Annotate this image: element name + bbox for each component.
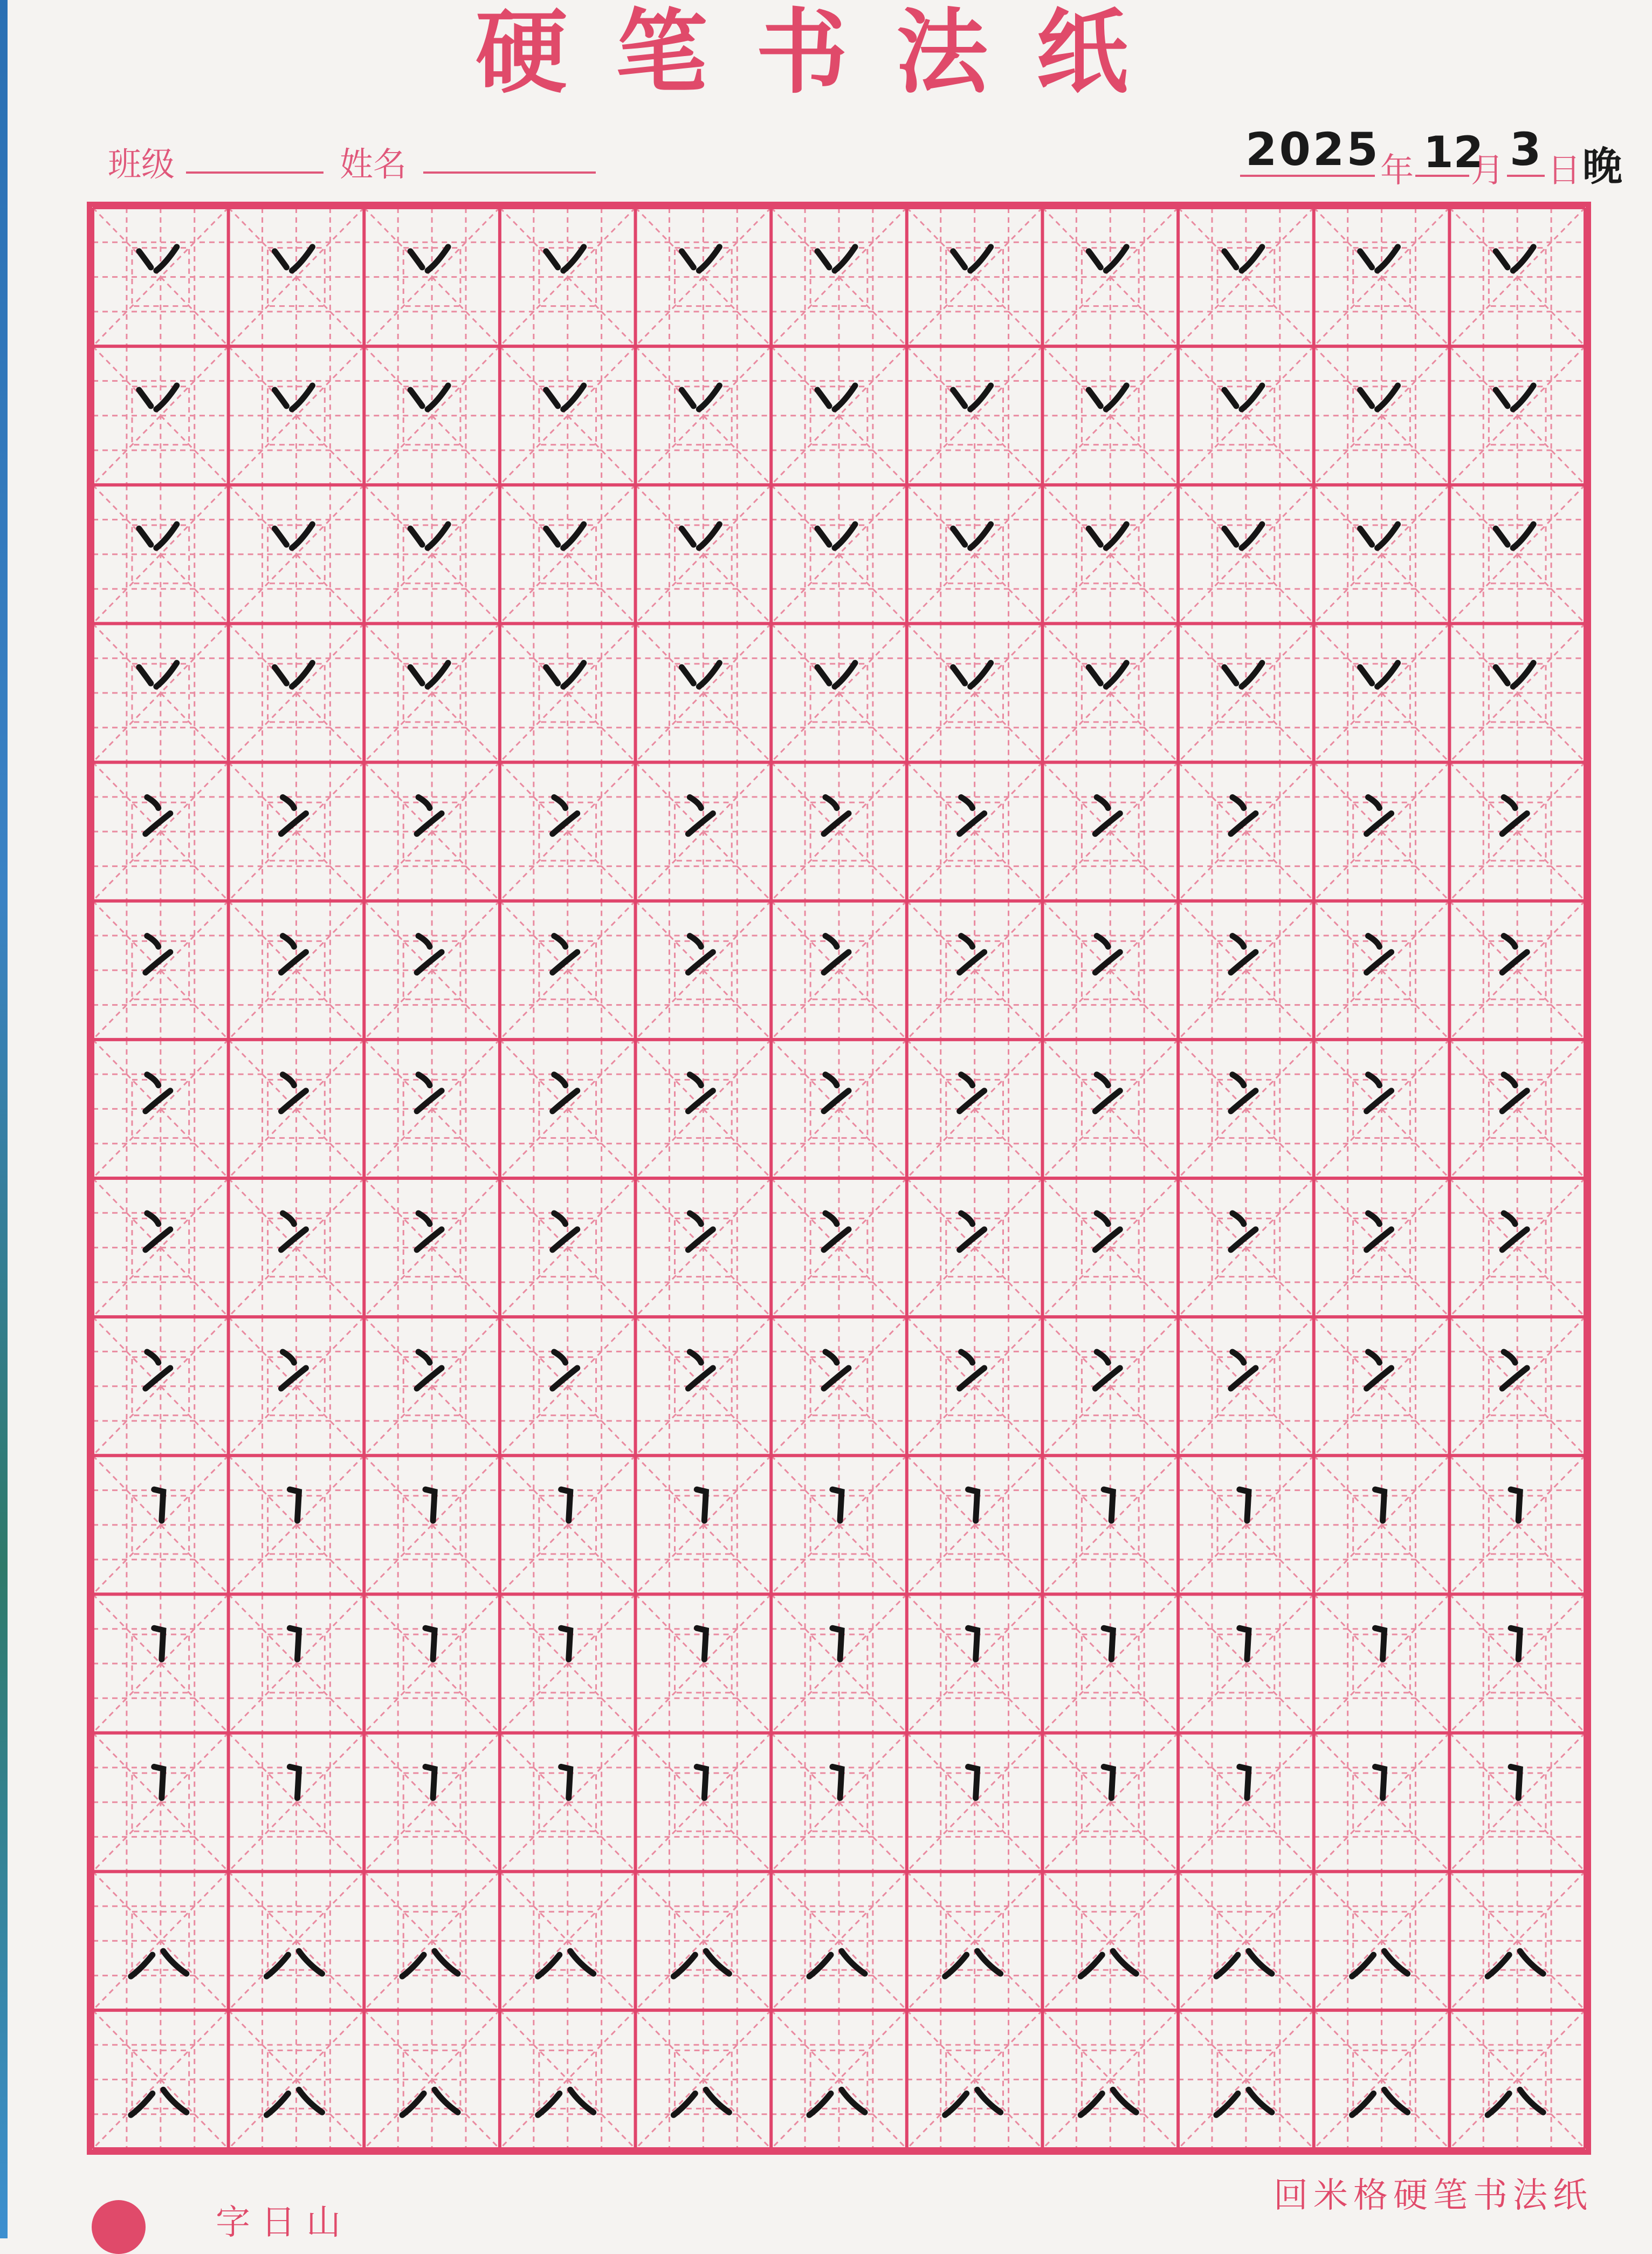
brush-stroke-dot <box>1368 1352 1380 1363</box>
brush-stroke-pie <box>1242 386 1262 409</box>
brush-stroke-ti <box>1231 813 1256 834</box>
brush-stroke-dot <box>953 667 965 683</box>
brush-stroke-shu <box>968 1767 978 1798</box>
brush-stroke-pie <box>428 524 448 548</box>
brush-stroke-dot <box>1360 528 1372 545</box>
brush-stroke-dot <box>682 390 693 406</box>
brush-stroke-dot <box>283 1075 294 1085</box>
paper-name: 回米格硬笔书法纸 <box>1274 2176 1593 2216</box>
brush-stroke-shu <box>1240 1628 1249 1659</box>
brush-stroke-dot <box>418 797 430 808</box>
brush-stroke-dot <box>274 528 286 545</box>
brush-stroke-pie <box>699 663 719 686</box>
brush-stroke-dot <box>1097 1213 1108 1224</box>
brush-stroke-ti <box>146 1229 170 1250</box>
brush-stroke-dot <box>825 1075 837 1085</box>
brush-stroke-dot <box>1097 936 1108 947</box>
brush-stroke-dot <box>1504 1352 1515 1363</box>
brush-stroke-dot <box>1233 1075 1244 1085</box>
brush-stroke-ti <box>1095 1091 1120 1111</box>
brush-stroke-shu <box>1240 1489 1249 1521</box>
brush-stroke-dot <box>554 797 566 808</box>
brush-stroke-dot <box>1224 251 1236 267</box>
brush-stroke-pie <box>1216 2093 1238 2115</box>
brush-stroke-ti <box>824 1091 849 1111</box>
brush-stroke-ti <box>281 1091 306 1111</box>
brush-stroke-shu <box>561 1628 570 1659</box>
brush-stroke-dot <box>147 936 159 947</box>
brush-stroke-dot <box>418 1352 430 1363</box>
day-label: 日 <box>1547 150 1581 190</box>
brush-stroke-pie <box>428 247 448 271</box>
brush-stroke-pie <box>673 1955 695 1976</box>
brush-stroke-ti <box>1367 952 1392 973</box>
brush-stroke-dot <box>682 528 693 545</box>
brush-stroke-ti <box>960 1091 985 1111</box>
brush-stroke-pie <box>1378 663 1398 686</box>
brush-stroke-pie <box>266 2093 288 2115</box>
brush-stroke-dot <box>1496 251 1508 267</box>
brush-stroke-pie <box>156 524 177 548</box>
brush-stroke-pie <box>1488 2093 1509 2115</box>
brush-stroke-pie <box>945 2093 967 2115</box>
brush-stroke-dot <box>1224 667 1236 683</box>
brush-stroke-shu <box>1511 1628 1520 1659</box>
brush-stroke-pie <box>402 1955 424 1976</box>
brush-stroke-ti <box>688 1368 713 1389</box>
brush-stroke-dot <box>274 251 286 267</box>
brush-stroke-ti <box>688 1229 713 1250</box>
brush-stroke-shu <box>1104 1767 1113 1798</box>
brush-stroke-dot <box>817 667 829 683</box>
brush-stroke-dot <box>1496 528 1508 545</box>
brush-stroke-dot <box>1360 390 1372 406</box>
brush-stroke-pie <box>1106 663 1126 686</box>
brush-stroke-dot <box>410 667 422 683</box>
brush-stroke-shu <box>290 1767 299 1798</box>
brush-stroke-ti <box>960 1229 985 1250</box>
brush-stroke-pie <box>1106 386 1126 409</box>
brush-stroke-ti <box>688 952 713 973</box>
brush-stroke-ti <box>824 813 849 834</box>
brush-stroke-dot <box>690 1213 701 1224</box>
brush-stroke-dot <box>825 936 837 947</box>
brush-stroke-ti <box>146 1091 170 1111</box>
brush-stroke-pie <box>699 247 719 271</box>
brand-logo-icon <box>92 2200 146 2254</box>
brush-stroke-pie <box>563 386 584 409</box>
date-time: 晚 <box>1582 143 1622 190</box>
brush-stroke-ti <box>553 1368 577 1389</box>
brush-stroke-ti <box>281 1368 306 1389</box>
brush-stroke-ti <box>1367 1368 1392 1389</box>
brush-stroke-dot <box>283 797 294 808</box>
date-year: 2025 <box>1245 123 1380 176</box>
brush-stroke-dot <box>546 251 558 267</box>
brush-stroke-dot <box>825 1352 837 1363</box>
brush-stroke-dot <box>418 1213 430 1224</box>
brush-stroke-dot <box>283 1213 294 1224</box>
brush-stroke-pie <box>970 663 991 686</box>
brush-stroke-dot <box>1368 797 1380 808</box>
brush-stroke-dot <box>139 390 151 406</box>
brush-stroke-ti <box>1502 1368 1527 1389</box>
brush-stroke-pie <box>266 1955 288 1976</box>
brush-stroke-dot <box>817 390 829 406</box>
brush-stroke-ti <box>1095 813 1120 834</box>
date-month: 12 <box>1423 127 1484 177</box>
brush-stroke-dot <box>682 667 693 683</box>
brush-stroke-dot <box>1089 528 1100 545</box>
brush-stroke-pie <box>699 524 719 548</box>
brush-stroke-dot <box>1224 528 1236 545</box>
class-label: 班级 <box>108 145 175 184</box>
brush-stroke-shu <box>1511 1489 1520 1521</box>
brush-stroke-ti <box>1367 1091 1392 1111</box>
brush-stroke-dot <box>274 390 286 406</box>
brush-stroke-ti <box>1502 813 1527 834</box>
month-label: 月 <box>1471 150 1505 190</box>
brush-stroke-dot <box>1089 667 1100 683</box>
brush-stroke-dot <box>961 1352 973 1363</box>
brush-stroke-ti <box>553 1229 577 1250</box>
brush-stroke-dot <box>1368 936 1380 947</box>
brush-stroke-shu <box>154 1767 163 1798</box>
brush-stroke-shu <box>697 1489 706 1521</box>
brush-stroke-dot <box>1360 251 1372 267</box>
brush-stroke-dot <box>1504 936 1515 947</box>
brush-stroke-pie <box>563 247 584 271</box>
brush-stroke-pie <box>1352 1955 1374 1976</box>
brush-stroke-ti <box>281 1229 306 1250</box>
brush-stroke-dot <box>147 1075 159 1085</box>
brush-stroke-ti <box>1095 1229 1120 1250</box>
brush-stroke-pie <box>292 386 312 409</box>
brush-stroke-dot <box>1089 390 1100 406</box>
brush-stroke-pie <box>156 663 177 686</box>
brush-stroke-pie <box>563 663 584 686</box>
brush-stroke-dot <box>554 1213 566 1224</box>
brush-stroke-shu <box>561 1767 570 1798</box>
brush-stroke-dot <box>1504 1075 1515 1085</box>
brush-stroke-ti <box>960 813 985 834</box>
brush-stroke-dot <box>1097 1352 1108 1363</box>
brush-stroke-pie <box>1513 524 1533 548</box>
brush-stroke-dot <box>953 390 965 406</box>
brush-stroke-ti <box>417 1091 442 1111</box>
brush-stroke-shu <box>154 1489 163 1521</box>
brush-stroke-pie <box>673 2093 695 2115</box>
brush-stroke-pie <box>835 524 855 548</box>
brush-stroke-ti <box>960 1368 985 1389</box>
brush-stroke-ti <box>1231 952 1256 973</box>
date-day: 3 <box>1510 123 1541 176</box>
brush-stroke-pie <box>131 2093 153 2115</box>
brush-stroke-dot <box>410 390 422 406</box>
brush-stroke-pie <box>1106 247 1126 271</box>
brush-stroke-pie <box>809 2093 831 2115</box>
brush-stroke-ti <box>553 813 577 834</box>
brush-stroke-shu <box>1240 1767 1249 1798</box>
brush-stroke-shu <box>425 1767 435 1798</box>
brand-text: 字日山 <box>216 2203 352 2243</box>
brush-stroke-dot <box>1504 797 1515 808</box>
brush-stroke-pie <box>970 247 991 271</box>
brush-stroke-dot <box>410 251 422 267</box>
brush-stroke-dot <box>690 1352 701 1363</box>
brush-stroke-pie <box>1513 663 1533 686</box>
page-title: 硬笔书法纸 <box>475 0 1176 106</box>
brush-stroke-ti <box>824 1368 849 1389</box>
brush-stroke-ti <box>146 1368 170 1389</box>
brush-stroke-dot <box>147 1352 159 1363</box>
brush-stroke-shu <box>290 1628 299 1659</box>
brush-stroke-dot <box>1097 1075 1108 1085</box>
brush-stroke-dot <box>147 1213 159 1224</box>
brush-stroke-dot <box>274 667 286 683</box>
brush-stroke-dot <box>1097 797 1108 808</box>
brush-stroke-shu <box>968 1628 978 1659</box>
brush-stroke-ti <box>146 952 170 973</box>
brush-stroke-dot <box>1504 1213 1515 1224</box>
brush-stroke-pie <box>428 386 448 409</box>
brush-stroke-ti <box>1367 813 1392 834</box>
brush-stroke-dot <box>554 1075 566 1085</box>
brush-stroke-dot <box>961 1213 973 1224</box>
brush-stroke-pie <box>1216 1955 1238 1976</box>
brush-stroke-ti <box>417 952 442 973</box>
brush-stroke-shu <box>697 1628 706 1659</box>
brush-stroke-dot <box>147 797 159 808</box>
brush-stroke-pie <box>1106 524 1126 548</box>
brush-stroke-ti <box>417 813 442 834</box>
brush-stroke-pie <box>1488 1955 1509 1976</box>
brush-stroke-pie <box>402 2093 424 2115</box>
brush-stroke-ti <box>1502 952 1527 973</box>
brush-stroke-pie <box>1513 386 1533 409</box>
brush-stroke-pie <box>1242 663 1262 686</box>
brush-stroke-dot <box>283 936 294 947</box>
brush-stroke-shu <box>290 1489 299 1521</box>
brush-stroke-shu <box>425 1628 435 1659</box>
brush-stroke-ti <box>1502 1229 1527 1250</box>
brush-stroke-ti <box>553 1091 577 1111</box>
brush-stroke-pie <box>699 386 719 409</box>
brush-stroke-ti <box>417 1368 442 1389</box>
brush-stroke-dot <box>690 797 701 808</box>
brush-stroke-dot <box>546 390 558 406</box>
brush-stroke-pie <box>970 386 991 409</box>
year-label: 年 <box>1380 150 1414 190</box>
brush-stroke-dot <box>554 936 566 947</box>
brush-stroke-pie <box>538 2093 560 2115</box>
brush-stroke-dot <box>1224 390 1236 406</box>
brush-stroke-shu <box>1104 1628 1113 1659</box>
brush-stroke-ti <box>281 952 306 973</box>
brush-stroke-ti <box>1095 1368 1120 1389</box>
brush-stroke-dot <box>1496 667 1508 683</box>
brush-stroke-dot <box>418 936 430 947</box>
brush-stroke-dot <box>139 251 151 267</box>
brush-stroke-dot <box>418 1075 430 1085</box>
brush-stroke-dot <box>1233 1213 1244 1224</box>
brush-stroke-dot <box>1233 797 1244 808</box>
brush-stroke-shu <box>561 1489 570 1521</box>
brush-stroke-pie <box>835 386 855 409</box>
brush-stroke-ti <box>281 813 306 834</box>
brush-stroke-dot <box>961 1075 973 1085</box>
brush-stroke-dot <box>953 528 965 545</box>
brush-stroke-dot <box>139 528 151 545</box>
brush-stroke-pie <box>292 247 312 271</box>
brush-stroke-dot <box>825 1213 837 1224</box>
brush-stroke-dot <box>1360 667 1372 683</box>
brush-stroke-pie <box>1080 1955 1102 1976</box>
brush-stroke-dot <box>682 251 693 267</box>
brush-stroke-pie <box>156 247 177 271</box>
brush-stroke-pie <box>428 663 448 686</box>
brush-stroke-shu <box>697 1767 706 1798</box>
brush-stroke-pie <box>1513 247 1533 271</box>
brush-stroke-dot <box>1368 1075 1380 1085</box>
brush-stroke-ti <box>1231 1229 1256 1250</box>
brush-stroke-shu <box>1375 1489 1385 1521</box>
brush-stroke-dot <box>1233 936 1244 947</box>
brush-stroke-pie <box>945 1955 967 1976</box>
brush-stroke-pie <box>131 1955 153 1976</box>
brush-stroke-dot <box>139 667 151 683</box>
brush-stroke-pie <box>1352 2093 1374 2115</box>
brush-stroke-ti <box>553 952 577 973</box>
brush-stroke-dot <box>961 797 973 808</box>
brush-stroke-ti <box>146 813 170 834</box>
brush-stroke-ti <box>688 813 713 834</box>
brush-stroke-shu <box>832 1489 842 1521</box>
brush-stroke-shu <box>1375 1767 1385 1798</box>
brush-stroke-pie <box>1242 524 1262 548</box>
brush-stroke-ti <box>1502 1091 1527 1111</box>
brush-stroke-shu <box>968 1489 978 1521</box>
name-label: 姓名 <box>340 145 407 184</box>
brush-stroke-dot <box>690 1075 701 1085</box>
brush-stroke-dot <box>690 936 701 947</box>
brush-stroke-ti <box>1095 952 1120 973</box>
brush-stroke-dot <box>546 667 558 683</box>
brush-stroke-pie <box>563 524 584 548</box>
brush-stroke-dot <box>817 251 829 267</box>
brush-stroke-pie <box>1378 524 1398 548</box>
brush-stroke-pie <box>1080 2093 1102 2115</box>
brush-stroke-pie <box>835 247 855 271</box>
brush-stroke-pie <box>1242 247 1262 271</box>
brush-stroke-pie <box>292 524 312 548</box>
brush-stroke-ti <box>960 952 985 973</box>
brush-stroke-pie <box>1378 247 1398 271</box>
brush-stroke-pie <box>809 1955 831 1976</box>
brush-stroke-pie <box>1378 386 1398 409</box>
brush-stroke-dot <box>1089 251 1100 267</box>
brush-stroke-pie <box>292 663 312 686</box>
brush-stroke-dot <box>410 528 422 545</box>
brush-stroke-dot <box>817 528 829 545</box>
brush-stroke-ti <box>688 1091 713 1111</box>
brush-stroke-pie <box>835 663 855 686</box>
brush-stroke-dot <box>1496 390 1508 406</box>
brush-stroke-pie <box>156 386 177 409</box>
brush-stroke-shu <box>1511 1767 1520 1798</box>
brush-stroke-pie <box>538 1955 560 1976</box>
brush-stroke-ti <box>1231 1368 1256 1389</box>
brush-stroke-dot <box>953 251 965 267</box>
brush-stroke-dot <box>283 1352 294 1363</box>
brush-stroke-dot <box>825 797 837 808</box>
brush-stroke-dot <box>961 936 973 947</box>
brush-stroke-shu <box>1104 1489 1113 1521</box>
brush-stroke-pie <box>970 524 991 548</box>
brush-stroke-shu <box>154 1628 163 1659</box>
brush-stroke-ti <box>1231 1091 1256 1111</box>
brush-stroke-ti <box>417 1229 442 1250</box>
brush-stroke-shu <box>425 1489 435 1521</box>
brush-stroke-dot <box>554 1352 566 1363</box>
brush-stroke-shu <box>1375 1628 1385 1659</box>
brush-stroke-shu <box>832 1628 842 1659</box>
brush-stroke-dot <box>1233 1352 1244 1363</box>
brush-stroke-dot <box>546 528 558 545</box>
brush-stroke-ti <box>1367 1229 1392 1250</box>
brush-stroke-ti <box>824 1229 849 1250</box>
brush-stroke-ti <box>824 952 849 973</box>
brush-stroke-shu <box>832 1767 842 1798</box>
brush-stroke-dot <box>1368 1213 1380 1224</box>
